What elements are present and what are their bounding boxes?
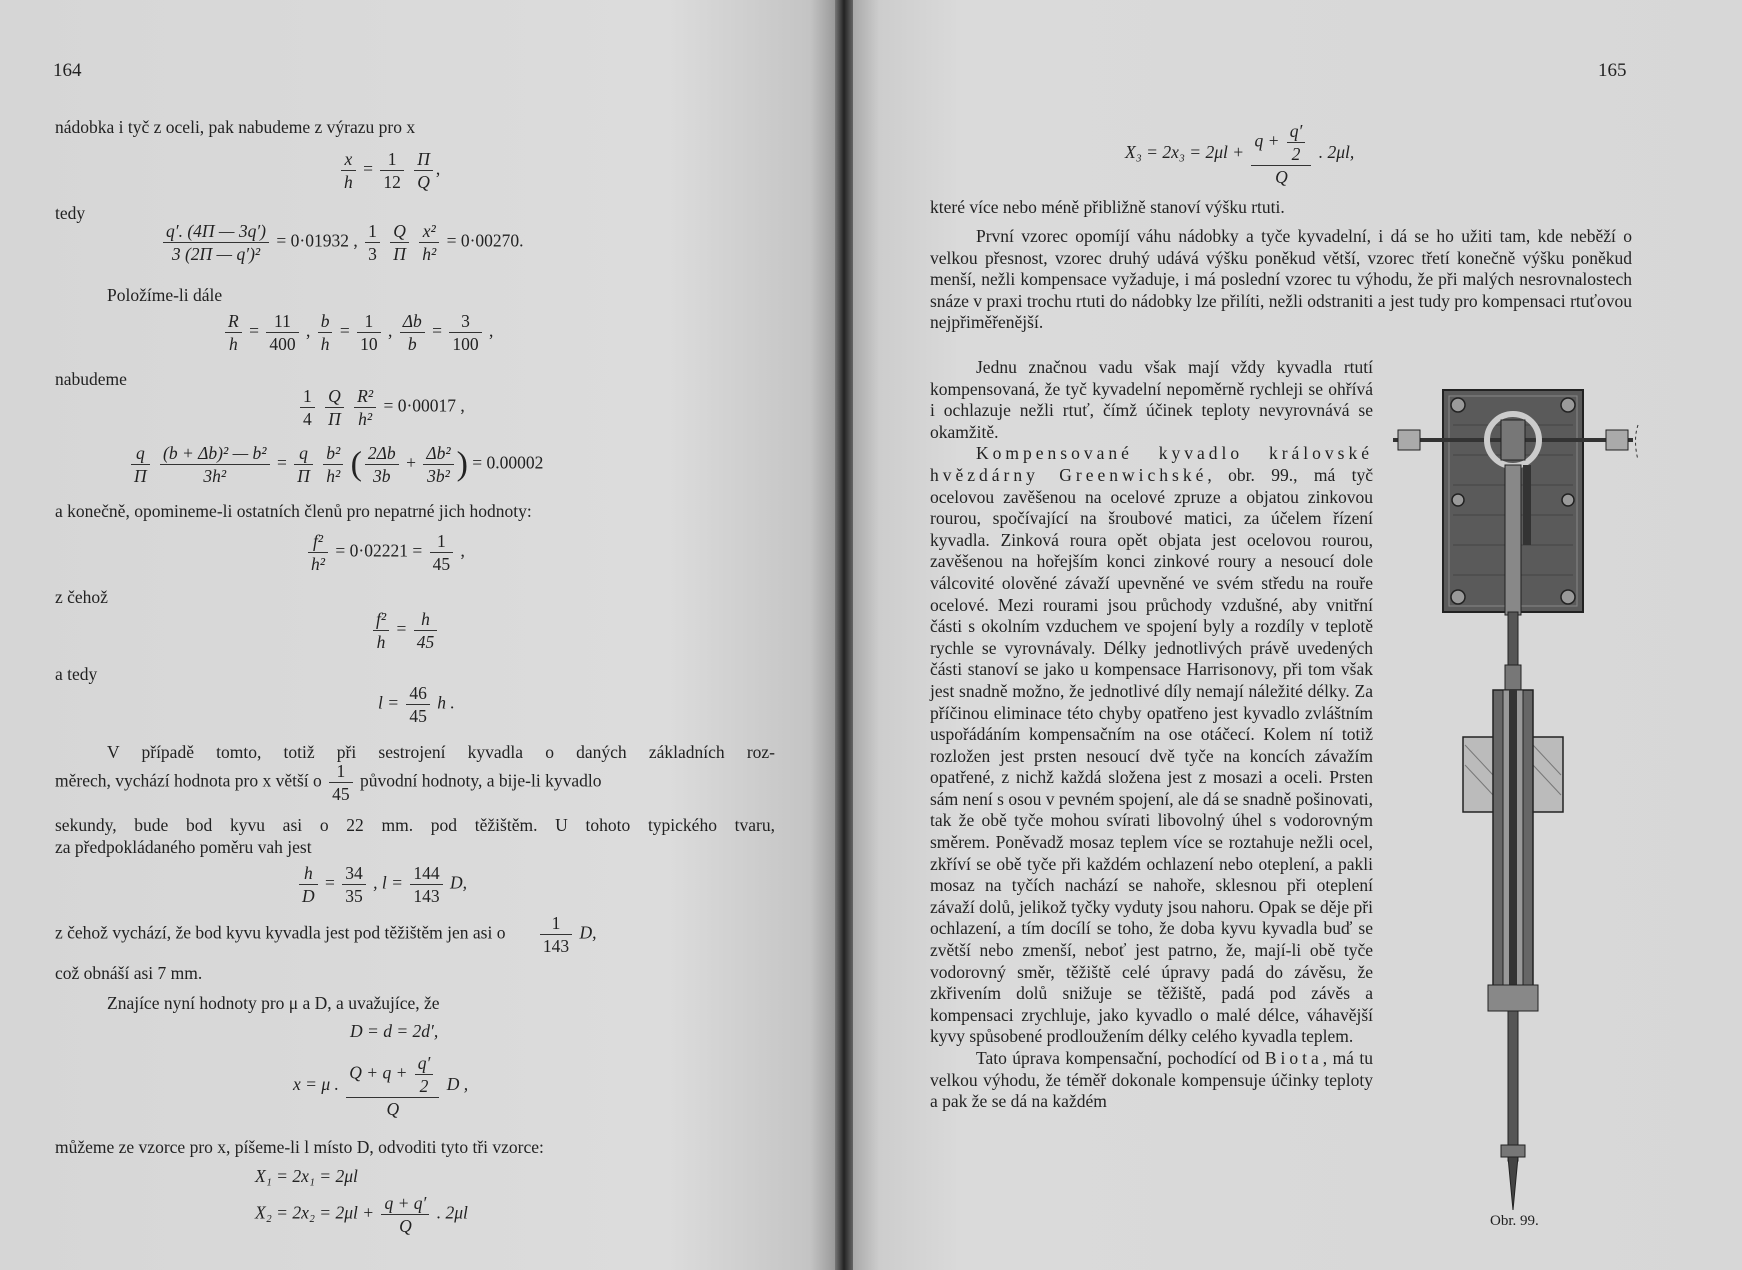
- equation-3: $\frac{R}{h}$ = $\frac{11}{400}$ , $\frac{b}{h}$ = $\frac{1}{10}$ , $\frac{\Delta b}{b}$ = $\frac{3}{100}$ ,: [222, 310, 493, 355]
- paragraph-vzorce: První vzorec opomíjí váhu nádobky a tyče kyvadelní, i dá se ho užiti tam, kde neběží o velkou přesnost, vzorec druhý udává výšku poněkud větší, vzorec třetí konečně výšku poněkud menší, nežli kompensace vyžaduje, i má poslední vzorec tu výhodu, že při malých nesrovnalostech snáze v praxi trochu rtuti do nádobky lze přilíti, nežli odstraniti a jest tudy pro kompensaci rtuťovou nejpřiměřenější.: [930, 226, 1632, 333]
- equation-5: $\frac{q}{\Pi}$ $\frac{\text{(b + Δb)² — b²}}{\text{3h²}}$ = $\frac{q}{\Pi}$ $\frac{\text{b²}}{\text{h²}}$ ( $\frac{2\Delta b}{3b}$ + $\frac{\text{Δb²}}{\text{3b²}}$ ) = 0.00002: [128, 442, 543, 487]
- pendulum-figure: [1393, 385, 1693, 1255]
- book-gutter: [835, 0, 853, 1270]
- text-tedy: tedy: [55, 203, 86, 223]
- paragraph-line: můžeme ze vzorce pro x, píšeme-li l místo D, odvoditi tyto tři vzorce:: [55, 1137, 544, 1157]
- text-konecne: a konečně, opomineme-li ostatních členů pro nepatrné jich hodnoty:: [55, 501, 532, 521]
- equation-2: $\frac{q'. (4\Pi — 3q')}{\text{3 (2Π — q′)²}}$ = 0·01932 , $\frac{1}{3}$ $\frac{Q}{\Pi}$ $\frac{\text{x²}}{\text{h²}}$ = 0·00270.: [160, 220, 524, 265]
- equation-6: $\frac{\text{f²}}{\text{h²}}$ = 0·02221 = $\frac{1}{45}$ ,: [305, 530, 465, 575]
- equation-14: X₃ = 2x₃ = 2μl + q + $\frac{q'}{2}$ Q . 2μl,: [1125, 121, 1355, 187]
- equation-1: $\frac{x}{h}$ = $\frac{1}{12}$ $\frac{\Pi}{Q}$ ,: [338, 148, 440, 193]
- text-nabudeme: nabudeme: [55, 369, 127, 389]
- text-polozime: Položíme-li dále: [107, 285, 223, 305]
- text-a-tedy: a tedy: [55, 664, 98, 684]
- paragraph-line: což obnáší asi 7 mm.: [55, 963, 203, 983]
- equation-8: l = $\frac{46}{45}$ h .: [378, 683, 455, 726]
- equation-13: X₂ = 2x₂ = 2μl + $\frac{q + q'}{Q}$ . 2μl: [255, 1193, 468, 1236]
- page-number-left: 164: [53, 60, 82, 81]
- text-line: nádobka i tyč z oceli, pak nabudeme z výrazu pro x: [55, 117, 416, 137]
- paragraph-line-with-fraction: z čehož vychází, že bod kyvu kyvadla jest pod těžištěm jen asi o $\frac{1}{143}$ D,: [55, 913, 597, 956]
- equation-4: $\frac{1}{4}$ $\frac{Q}{\Pi}$ $\frac{\text{R²}}{\text{h²}}$ = 0·00017 ,: [297, 385, 465, 430]
- paragraph-line: V případě tomto, totiž při sestrojení kyvadla o daných základních roz-: [107, 742, 775, 762]
- paragraph-line: za předpokládaného poměru vah jest: [55, 837, 312, 857]
- figure-caption: Obr. 99.: [1490, 1213, 1539, 1229]
- pendulum-illustration: [1393, 385, 1693, 1210]
- equation-7: $\frac{\text{f²}}{h}$ = $\frac{h}{45}$: [370, 608, 440, 653]
- paragraph-line: Znajíce nyní hodnoty pro μ a D, a uvažujíce, že: [107, 993, 440, 1013]
- paragraph-pendulum: Jednu značnou vadu však mají vždy kyvadla rtutí kompensovaná, že tyč kyvadelní nepoměrně rychleji se ohřívá i ochlazuje nežli rtuť, čímž účinek teploty nevyrovnává se okamžitě. Kompensované kyvadlo královské hvězdárny Greenwichské, obr. 99., má tyč ocelovou zavěšenou na ocelové zpruze a objatou zinkovou rourou, spočívající na šroubové matici, za účelem řízení kyvadla. Zinková roura opět objata jest ocelovou rourou, zavěšenou na hořejším konci zinkové roury a nesoucí dole válcovité olověné závaží upevněné ve svém středu na rouře ocelové. Mezi rourami jsou průchody vzdušné, aby vnitřní části s okolním vzduchem ve spojení byly a rozdíly v teplotě rychle se vyrovnávaly. Délky jednotlivých právě uvedených části stanoví se jako u kompensace Harrisonovy, při tom však jest snadně možno, že jednotlivé díly nemají náležité délky. Za příčinou eliminace této chyby opatřeno jest kyvadlo zvláštním uspořádáním kompensačním na ose otáčecí. Kolem ní totiž rozložen jest prsten nesoucí dvě tyče na koncích závažím opatřené, z nichž každá složena jest z mosazi a oceli. Prsten sám není s osou v pevném spojení, ale dá se snadně pošinovati, tak že obě tyče mohou svírati libovolný úhel s vodorovným směrem. Poněvadž mosaz teplem více se roztahuje nežli ocel, zkříví se obě tyče při každém ochlazení nebo oteplení, a pakli mosaz na tyčích nachází se nahoře, sklesnou při oteplení závaží dolů, jelikož tyčky vyduty jsou nahoru. Opak se děje při ochlazení, a tím docílí se toho, že doba kyvu kyvadla buď se zvětší nebo zmenší, neboť jest patrno, že, mají-li obě tyče vodorovný směr, těžiště celé úpravy padá do závěsu, že zkřivením dolů snižuje se těžiště, padá pod závěs a kompensaci zrychluje, jako kyvadlo o malé délce, váhavější kyvy spůsobené prodloužením délky celého kyvadla teplem. Tato úprava kompensační, pochodící od Biota, má tu velkou výhodu, že téměř dokonale kompensuje účinky teploty a pak že se dá na každém: [930, 357, 1373, 1112]
- paragraph-line: sekundy, bude bod kyvu asi o 22 mm. pod těžištěm. U tohoto typického tvaru,: [55, 815, 775, 835]
- text-ktere: které více nebo méně přibližně stanoví výšku rtuti.: [930, 197, 1285, 217]
- equation-10: D = d = 2d′,: [350, 1021, 439, 1041]
- equation-12: X₁ = 2x₁ = 2μl: [255, 1166, 358, 1186]
- text-z-cehoz: z čehož: [55, 587, 108, 607]
- page-number-right: 165: [1598, 60, 1627, 81]
- equation-9: $\frac{h}{D}$ = $\frac{34}{35}$ , l = $\frac{144}{143}$ D,: [296, 862, 467, 907]
- equation-11: x = μ . Q + q + $\frac{q'}{2}$ Q D ,: [293, 1053, 469, 1119]
- paragraph-line-with-fraction: měrech, vychází hodnota pro x větší o $\frac{1}{45}$ původní hodnoty, a bije-li kyvadlo: [55, 761, 602, 804]
